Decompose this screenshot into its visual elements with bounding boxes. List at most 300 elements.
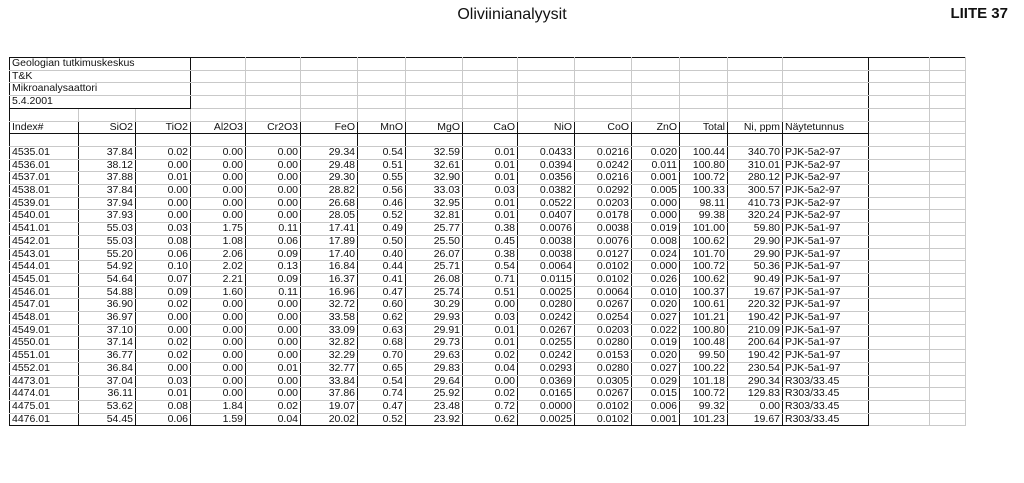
table-cell: 0.41 — [358, 273, 406, 286]
table-cell: 290.34 — [728, 375, 783, 388]
table-row — [10, 388, 966, 401]
table-cell: 0.00 — [246, 210, 301, 223]
table-cell: 0.006 — [632, 400, 680, 413]
empty-cell — [930, 96, 966, 109]
empty-cell — [930, 223, 966, 236]
table-cell: 0.0076 — [518, 223, 575, 236]
table-cell: 0.09 — [246, 273, 301, 286]
empty-cell — [191, 58, 246, 71]
empty-cell — [680, 70, 728, 83]
table-cell: 0.0394 — [518, 159, 575, 172]
table-row — [10, 362, 966, 375]
table-cell: 0.02 — [136, 299, 191, 312]
table-cell: 28.82 — [301, 185, 358, 198]
empty-cell — [869, 185, 930, 198]
table-cell: PJK-5a2-97 — [783, 172, 869, 185]
table-cell: 0.00 — [191, 172, 246, 185]
empty-cell — [728, 83, 783, 96]
column-header: CoO — [575, 121, 632, 134]
table-cell: 310.01 — [728, 159, 783, 172]
table-cell: 0.0356 — [518, 172, 575, 185]
table-cell: 50.36 — [728, 261, 783, 274]
empty-cell — [246, 58, 301, 71]
table-cell: 23.92 — [406, 413, 463, 426]
table-cell: 0.015 — [632, 388, 680, 401]
table-cell: 101.70 — [680, 248, 728, 261]
table-cell: 0.0127 — [575, 248, 632, 261]
empty-cell — [301, 70, 358, 83]
empty-cell — [930, 197, 966, 210]
table-cell: 4536.01 — [10, 159, 79, 172]
empty-cell — [869, 248, 930, 261]
table-cell: PJK-5a1-97 — [783, 324, 869, 337]
header-info-row — [10, 58, 966, 71]
empty-cell — [406, 108, 463, 121]
table-cell: 23.48 — [406, 400, 463, 413]
table-cell: PJK-5a1-97 — [783, 286, 869, 299]
empty-cell — [869, 96, 930, 109]
table-cell: R303/33.45 — [783, 413, 869, 426]
table-cell: 4543.01 — [10, 248, 79, 261]
table-cell: 98.11 — [680, 197, 728, 210]
table-cell: 0.0407 — [518, 210, 575, 223]
table-cell: 36.84 — [79, 362, 136, 375]
table-cell: 0.54 — [358, 375, 406, 388]
table-cell: 0.0115 — [518, 273, 575, 286]
table-cell: 17.89 — [301, 235, 358, 248]
empty-cell — [783, 134, 869, 147]
table-cell: 0.71 — [463, 273, 518, 286]
table-cell: 0.000 — [632, 261, 680, 274]
table-cell: PJK-5a1-97 — [783, 299, 869, 312]
table-cell: 0.00 — [191, 350, 246, 363]
empty-cell — [869, 312, 930, 325]
table-cell: 0.51 — [358, 159, 406, 172]
table-cell: 0.00 — [191, 197, 246, 210]
empty-cell — [930, 235, 966, 248]
empty-cell — [358, 58, 406, 71]
table-cell: 0.00 — [246, 312, 301, 325]
table-cell: 0.00 — [136, 210, 191, 223]
empty-cell — [869, 261, 930, 274]
table-cell: 32.77 — [301, 362, 358, 375]
table-cell: 0.02 — [136, 146, 191, 159]
table-cell: 0.0254 — [575, 312, 632, 325]
table-cell: PJK-5a1-97 — [783, 350, 869, 363]
table-cell: 101.21 — [680, 312, 728, 325]
table-cell: 25.74 — [406, 286, 463, 299]
table-cell: 100.80 — [680, 324, 728, 337]
table-cell: 0.0280 — [575, 337, 632, 350]
table-cell: 29.90 — [728, 235, 783, 248]
table-cell: 4539.01 — [10, 197, 79, 210]
table-cell: 25.77 — [406, 223, 463, 236]
empty-cell — [632, 96, 680, 109]
empty-cell — [869, 210, 930, 223]
empty-cell — [930, 413, 966, 426]
empty-cell — [869, 350, 930, 363]
table-cell: 0.00 — [136, 185, 191, 198]
table-cell: 4476.01 — [10, 413, 79, 426]
table-row — [10, 159, 966, 172]
empty-cell — [301, 134, 358, 147]
table-cell: 0.0102 — [575, 261, 632, 274]
column-header-row — [10, 121, 966, 134]
table-cell: 0.00 — [246, 388, 301, 401]
empty-cell — [930, 299, 966, 312]
table-cell: 0.50 — [358, 235, 406, 248]
table-cell: 101.18 — [680, 375, 728, 388]
table-cell: 0.0102 — [575, 413, 632, 426]
empty-cell — [869, 146, 930, 159]
empty-cell — [246, 70, 301, 83]
table-cell: 0.01 — [463, 337, 518, 350]
table-cell: 0.74 — [358, 388, 406, 401]
empty-cell — [869, 400, 930, 413]
table-cell: 0.55 — [358, 172, 406, 185]
empty-cell — [406, 83, 463, 96]
document-title: Oliviinianalyysit — [457, 6, 567, 23]
table-cell: 0.00 — [246, 197, 301, 210]
column-header: TiO2 — [136, 121, 191, 134]
empty-cell — [79, 134, 136, 147]
empty-cell — [930, 375, 966, 388]
table-row — [10, 286, 966, 299]
empty-cell — [783, 58, 869, 71]
table-cell: 0.008 — [632, 235, 680, 248]
table-cell: 0.00 — [246, 159, 301, 172]
empty-cell — [632, 70, 680, 83]
empty-cell — [191, 134, 246, 147]
empty-cell — [136, 108, 191, 121]
table-cell: 0.62 — [358, 312, 406, 325]
table-cell: 4546.01 — [10, 286, 79, 299]
table-cell: 0.0038 — [518, 235, 575, 248]
empty-cell — [930, 159, 966, 172]
table-cell: 0.49 — [358, 223, 406, 236]
table-cell: 26.07 — [406, 248, 463, 261]
table-cell: 0.020 — [632, 350, 680, 363]
empty-cell — [869, 337, 930, 350]
table-cell: 0.0280 — [575, 362, 632, 375]
empty-cell — [869, 70, 930, 83]
table-row — [10, 400, 966, 413]
table-cell: 4550.01 — [10, 337, 79, 350]
table-cell: 0.03 — [136, 375, 191, 388]
empty-cell — [783, 96, 869, 109]
table-cell: 0.03 — [463, 312, 518, 325]
table-cell: 0.08 — [136, 235, 191, 248]
empty-cell — [869, 223, 930, 236]
empty-cell — [728, 108, 783, 121]
table-cell: 0.02 — [136, 337, 191, 350]
empty-cell — [680, 134, 728, 147]
empty-cell — [463, 108, 518, 121]
table-cell: 29.30 — [301, 172, 358, 185]
empty-cell — [930, 337, 966, 350]
table-cell: 0.01 — [246, 362, 301, 375]
table-cell: 1.08 — [191, 235, 246, 248]
empty-cell — [518, 70, 575, 83]
empty-cell — [930, 185, 966, 198]
table-row — [10, 248, 966, 261]
empty-cell — [869, 83, 930, 96]
table-cell: 2.06 — [191, 248, 246, 261]
table-cell: 0.00 — [246, 146, 301, 159]
table-cell: 0.01 — [136, 172, 191, 185]
table-cell: 0.10 — [136, 261, 191, 274]
table-cell: 0.0255 — [518, 337, 575, 350]
table-cell: 0.00 — [136, 362, 191, 375]
empty-cell — [930, 350, 966, 363]
table-cell: 0.019 — [632, 223, 680, 236]
table-cell: 101.23 — [680, 413, 728, 426]
table-cell: 0.0025 — [518, 286, 575, 299]
empty-cell — [869, 388, 930, 401]
column-header: SiO2 — [79, 121, 136, 134]
table-cell: 29.73 — [406, 337, 463, 350]
table-cell: 0.00 — [191, 375, 246, 388]
table-cell: 37.14 — [79, 337, 136, 350]
header-info-row — [10, 96, 966, 109]
table-cell: 37.86 — [301, 388, 358, 401]
header-info-text: Geologian tutkimuskeskus — [10, 58, 191, 71]
empty-cell — [463, 96, 518, 109]
table-cell: PJK-5a1-97 — [783, 223, 869, 236]
table-cell: 0.0025 — [518, 413, 575, 426]
table-cell: 0.45 — [463, 235, 518, 248]
table-cell: 1.60 — [191, 286, 246, 299]
empty-cell — [869, 121, 930, 134]
table-cell: PJK-5a1-97 — [783, 261, 869, 274]
table-cell: 0.022 — [632, 324, 680, 337]
table-cell: 25.92 — [406, 388, 463, 401]
empty-cell — [301, 96, 358, 109]
table-cell: 29.90 — [728, 248, 783, 261]
table-cell: 0.07 — [136, 273, 191, 286]
table-row — [10, 312, 966, 325]
empty-cell — [406, 70, 463, 83]
table-cell: 54.92 — [79, 261, 136, 274]
table-cell: 0.0216 — [575, 172, 632, 185]
table-cell: 320.24 — [728, 210, 783, 223]
table-cell: 0.000 — [632, 210, 680, 223]
table-cell: 37.10 — [79, 324, 136, 337]
empty-cell — [869, 362, 930, 375]
table-cell: 33.03 — [406, 185, 463, 198]
table-cell: 4551.01 — [10, 350, 79, 363]
table-cell: 0.0216 — [575, 146, 632, 159]
table-cell: 32.81 — [406, 210, 463, 223]
table-cell: 0.03 — [463, 185, 518, 198]
table-cell: 0.06 — [246, 235, 301, 248]
empty-cell — [869, 324, 930, 337]
table-cell: 4545.01 — [10, 273, 79, 286]
table-cell: 0.00 — [191, 185, 246, 198]
table-cell: 4540.01 — [10, 210, 79, 223]
table-cell: 0.020 — [632, 299, 680, 312]
table-cell: 1.59 — [191, 413, 246, 426]
table-cell: 0.72 — [463, 400, 518, 413]
table-cell: 0.40 — [358, 248, 406, 261]
table-cell: 0.54 — [463, 261, 518, 274]
empty-cell — [406, 96, 463, 109]
table-cell: R303/33.45 — [783, 375, 869, 388]
table-row — [10, 197, 966, 210]
table-cell: 4535.01 — [10, 146, 79, 159]
table-cell: 53.62 — [79, 400, 136, 413]
empty-cell — [358, 70, 406, 83]
empty-cell — [783, 108, 869, 121]
olivine-analysis-table — [9, 57, 966, 426]
empty-cell — [358, 108, 406, 121]
table-cell: 0.0000 — [518, 400, 575, 413]
table-cell: 0.09 — [136, 286, 191, 299]
empty-cell — [680, 58, 728, 71]
table-cell: 4544.01 — [10, 261, 79, 274]
empty-cell — [869, 108, 930, 121]
table-cell: 16.37 — [301, 273, 358, 286]
empty-cell — [191, 83, 246, 96]
empty-cell — [930, 362, 966, 375]
table-cell: 0.026 — [632, 273, 680, 286]
table-cell: 100.22 — [680, 362, 728, 375]
table-cell: 0.0038 — [575, 223, 632, 236]
empty-cell — [136, 134, 191, 147]
empty-cell — [191, 108, 246, 121]
table-cell: 28.05 — [301, 210, 358, 223]
empty-cell — [930, 108, 966, 121]
empty-cell — [728, 70, 783, 83]
empty-cell — [463, 70, 518, 83]
table-cell: 0.04 — [463, 362, 518, 375]
table-row — [10, 235, 966, 248]
table-cell: 32.59 — [406, 146, 463, 159]
empty-cell — [930, 388, 966, 401]
table-row — [10, 261, 966, 274]
table-cell: 0.0382 — [518, 185, 575, 198]
empty-cell — [358, 96, 406, 109]
empty-cell — [518, 96, 575, 109]
table-cell: 0.00 — [246, 299, 301, 312]
table-cell: 210.09 — [728, 324, 783, 337]
empty-cell — [930, 210, 966, 223]
empty-cell — [191, 70, 246, 83]
table-cell: 29.63 — [406, 350, 463, 363]
table-row — [10, 413, 966, 426]
table-row — [10, 273, 966, 286]
table-cell: 29.34 — [301, 146, 358, 159]
table-cell: 4542.01 — [10, 235, 79, 248]
empty-cell — [930, 324, 966, 337]
table-cell: 33.84 — [301, 375, 358, 388]
table-cell: 0.38 — [463, 223, 518, 236]
table-cell: PJK-5a1-97 — [783, 337, 869, 350]
column-header: ZnO — [632, 121, 680, 134]
empty-cell — [246, 83, 301, 96]
empty-cell — [246, 108, 301, 121]
empty-cell — [869, 413, 930, 426]
table-cell: 0.01 — [463, 146, 518, 159]
table-cell: 37.84 — [79, 185, 136, 198]
empty-cell — [358, 134, 406, 147]
table-cell: 190.42 — [728, 312, 783, 325]
table-cell: 0.0242 — [575, 159, 632, 172]
table-cell: 0.027 — [632, 362, 680, 375]
table-cell: 36.11 — [79, 388, 136, 401]
table-cell: 17.40 — [301, 248, 358, 261]
table-cell: 0.0267 — [575, 299, 632, 312]
table-cell: 0.47 — [358, 286, 406, 299]
table-cell: 0.02 — [463, 350, 518, 363]
table-cell: 0.027 — [632, 312, 680, 325]
table-cell: 33.58 — [301, 312, 358, 325]
table-cell: 55.20 — [79, 248, 136, 261]
table-cell: PJK-5a1-97 — [783, 362, 869, 375]
table-cell: 19.07 — [301, 400, 358, 413]
table-cell: PJK-5a1-97 — [783, 312, 869, 325]
table-cell: 0.00 — [246, 350, 301, 363]
header-info-row — [10, 83, 966, 96]
table-cell: 190.42 — [728, 350, 783, 363]
empty-cell — [406, 134, 463, 147]
table-cell: 100.62 — [680, 273, 728, 286]
empty-cell — [246, 96, 301, 109]
table-cell: 0.08 — [136, 400, 191, 413]
empty-cell — [930, 83, 966, 96]
table-cell: 100.37 — [680, 286, 728, 299]
table-cell: 0.0038 — [518, 248, 575, 261]
table-cell: 100.48 — [680, 337, 728, 350]
column-header: Total — [680, 121, 728, 134]
table-cell: 100.61 — [680, 299, 728, 312]
table-cell: 99.50 — [680, 350, 728, 363]
table-cell: 0.00 — [191, 210, 246, 223]
column-header: Index# — [10, 121, 79, 134]
table-cell: 0.13 — [246, 261, 301, 274]
header-info-text: Mikroanalysaattori — [10, 83, 191, 96]
table-cell: 100.33 — [680, 185, 728, 198]
table-cell: 0.0242 — [518, 350, 575, 363]
empty-cell — [518, 134, 575, 147]
table-cell: 220.32 — [728, 299, 783, 312]
empty-cell — [632, 83, 680, 96]
empty-cell — [301, 83, 358, 96]
table-cell: 0.0178 — [575, 210, 632, 223]
table-cell: 29.83 — [406, 362, 463, 375]
table-cell: 410.73 — [728, 197, 783, 210]
table-cell: 19.67 — [728, 413, 783, 426]
empty-cell — [783, 70, 869, 83]
table-cell: 0.06 — [136, 248, 191, 261]
table-cell: 19.67 — [728, 286, 783, 299]
table-cell: 0.00 — [191, 337, 246, 350]
empty-cell — [930, 273, 966, 286]
table-cell: 340.70 — [728, 146, 783, 159]
header-info-row — [10, 70, 966, 83]
table-cell: 4537.01 — [10, 172, 79, 185]
table-cell: 129.83 — [728, 388, 783, 401]
table-cell: 0.00 — [191, 388, 246, 401]
table-cell: 0.019 — [632, 337, 680, 350]
empty-cell — [869, 134, 930, 147]
table-cell: 0.011 — [632, 159, 680, 172]
empty-cell — [869, 375, 930, 388]
table-cell: 0.000 — [632, 197, 680, 210]
table-cell: 32.82 — [301, 337, 358, 350]
empty-cell — [406, 58, 463, 71]
table-cell: 32.90 — [406, 172, 463, 185]
